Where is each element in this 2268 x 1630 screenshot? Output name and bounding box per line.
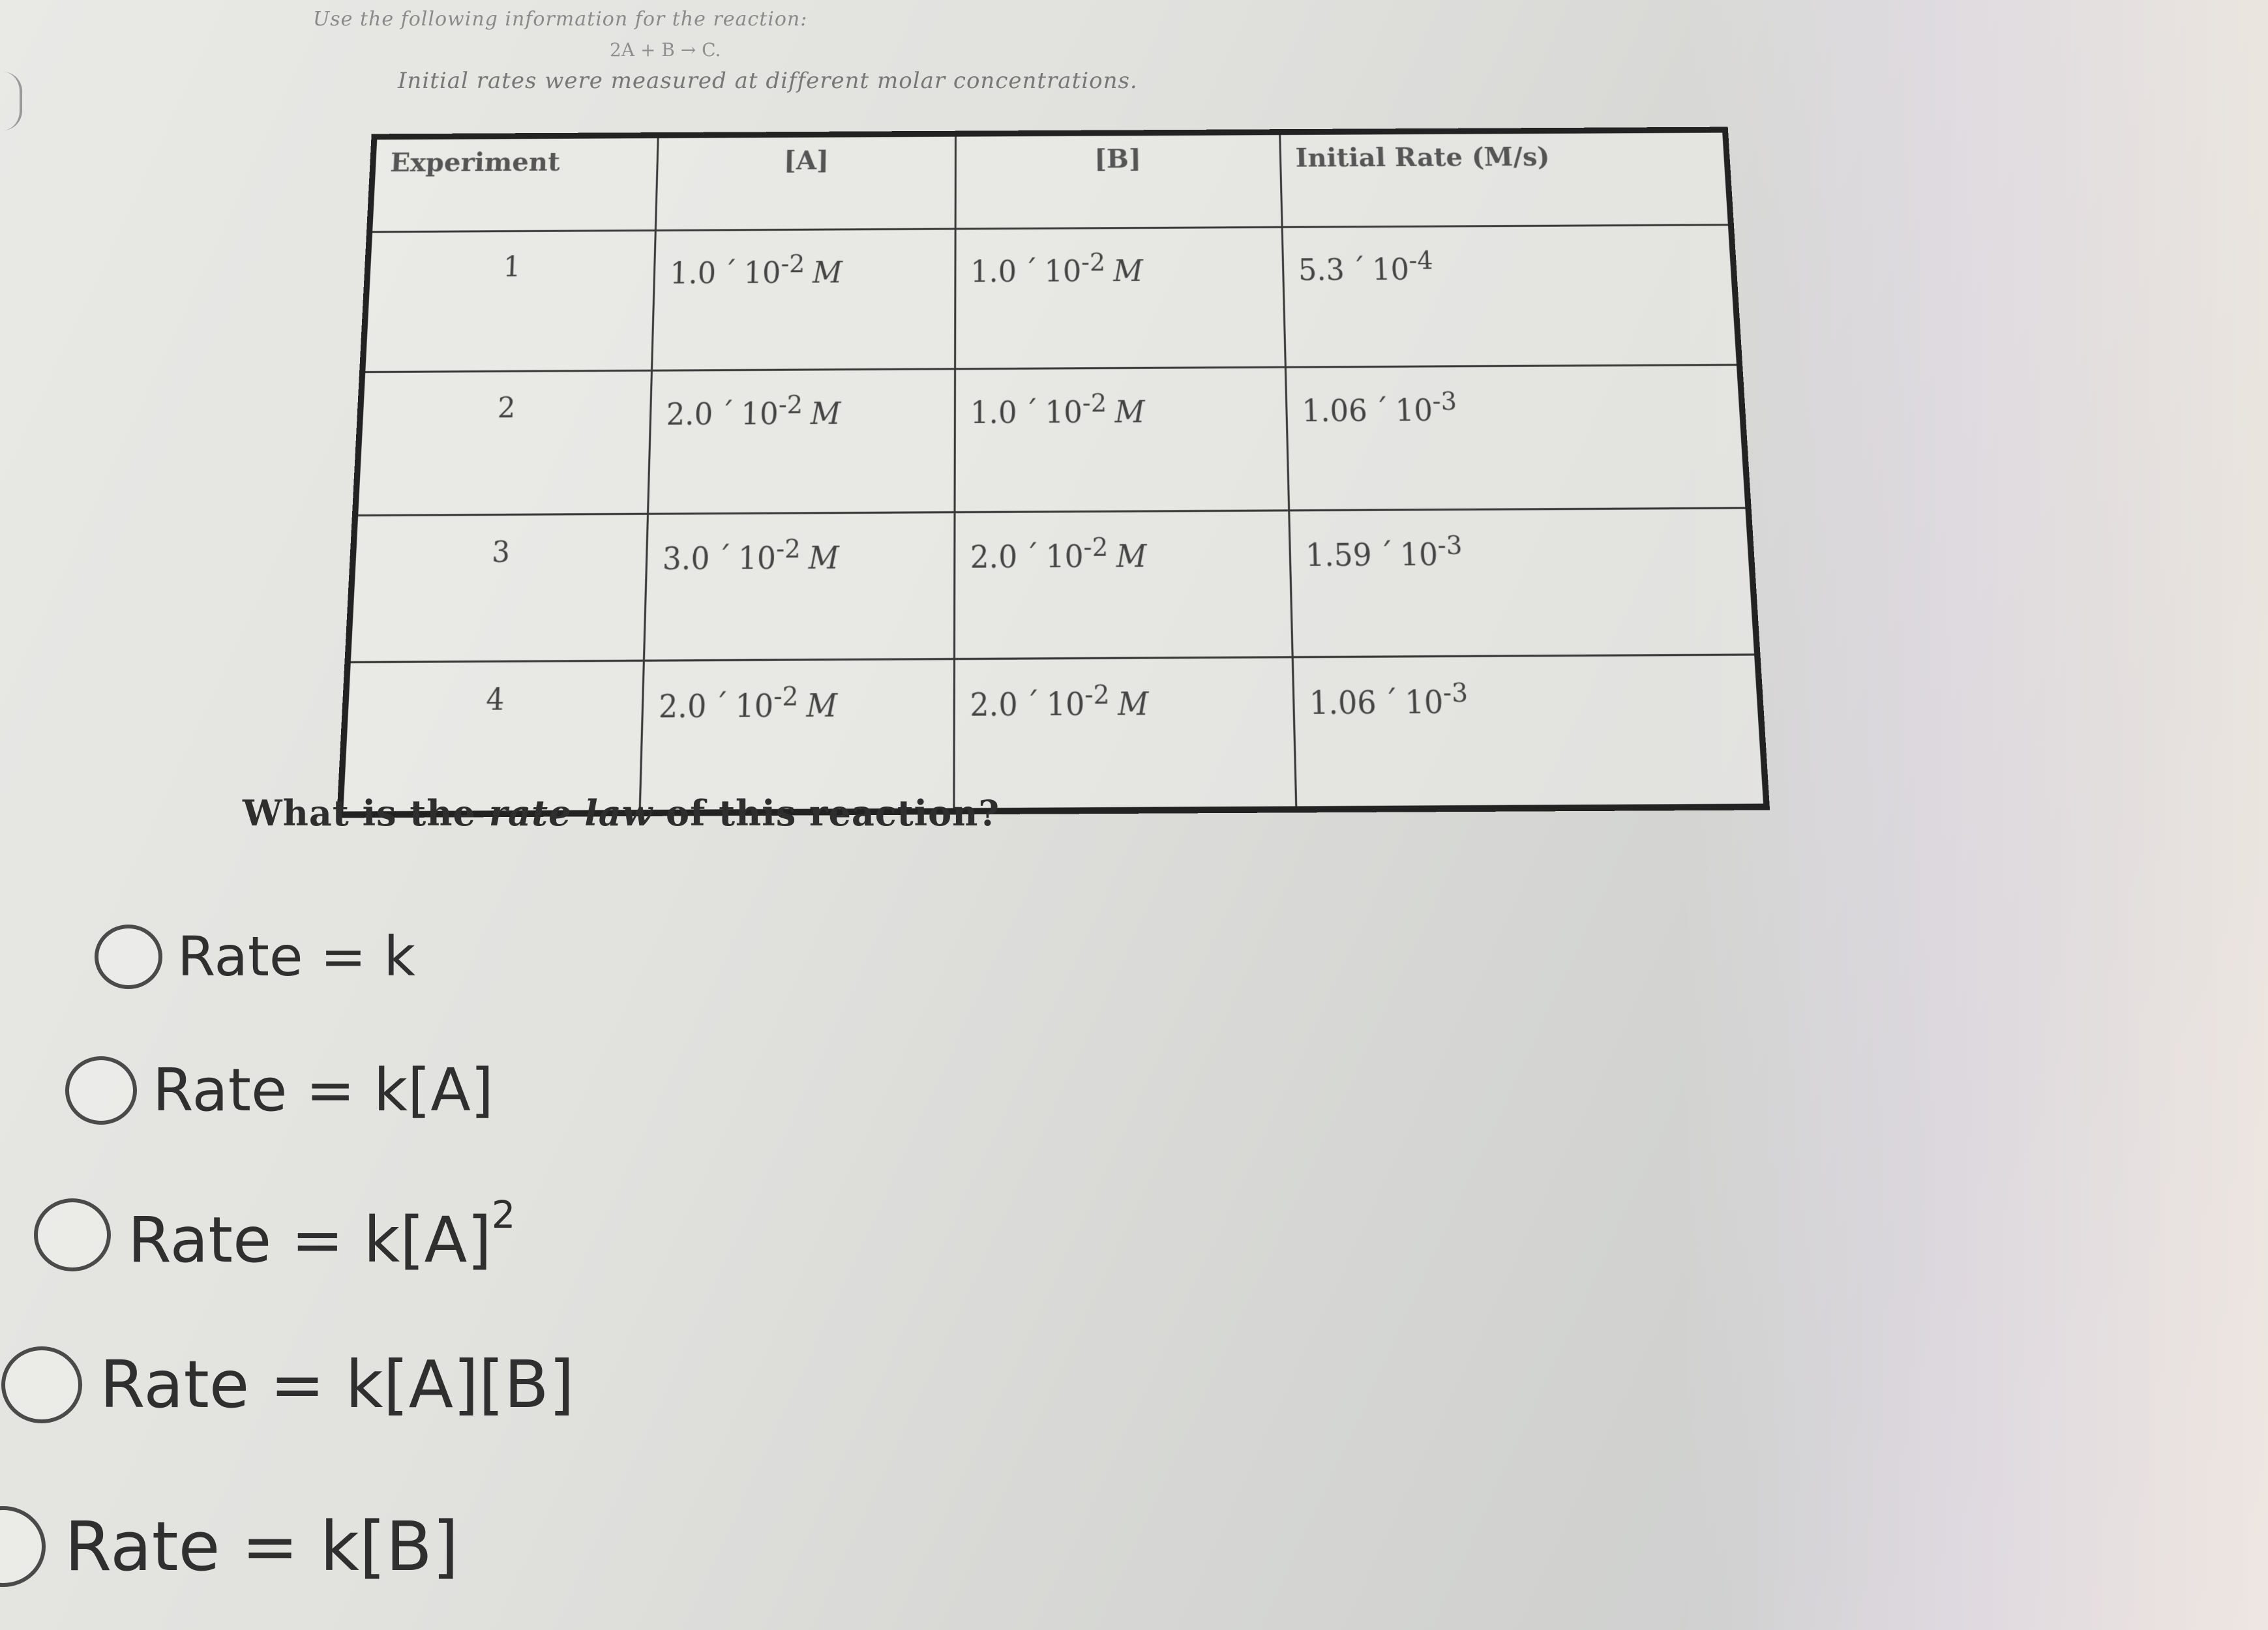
initial-rate-cell (1289, 508, 1757, 657)
exponent: -4 (1408, 245, 1434, 275)
power-base: 10 (1045, 395, 1083, 430)
times-sign: ´ (719, 397, 735, 432)
concentration-a-cell-value (665, 389, 841, 432)
power-base: 10 (1399, 537, 1439, 573)
table-row (348, 508, 1757, 662)
times-sign: ´ (1350, 253, 1366, 288)
initial-rate-cell-value (1298, 245, 1434, 288)
radio-button[interactable] (65, 1056, 137, 1125)
unit: M (1114, 394, 1145, 430)
answer-option[interactable] (65, 1056, 494, 1125)
times-sign: ´ (716, 541, 732, 577)
answer-option[interactable] (1, 1346, 574, 1423)
answer-option[interactable] (0, 1506, 458, 1587)
radio-button[interactable] (95, 925, 162, 989)
exponent: -2 (778, 389, 803, 420)
times-sign: ´ (722, 256, 738, 291)
header-initial-rate: Initial Rate (M/s) (1279, 130, 1731, 227)
radio-button[interactable] (0, 1506, 46, 1587)
table-row (355, 364, 1748, 515)
unit: M (1112, 254, 1144, 288)
concentration-a-cell (648, 369, 955, 514)
power-base: 10 (1046, 686, 1085, 723)
radio-button[interactable] (1, 1346, 82, 1423)
exponent: -2 (1082, 388, 1107, 418)
answer-option-label: Rate = k[A][B] (100, 1346, 574, 1423)
initial-rate-cell (1282, 225, 1740, 367)
times-sign: ´ (1024, 539, 1039, 575)
question-before: What is the (243, 792, 489, 834)
question-after: of this reaction? (653, 792, 1000, 834)
initial-rate-cell (1285, 364, 1748, 510)
concentration-a-cell (640, 659, 954, 813)
concentration-b-cell (955, 367, 1289, 512)
experiment-number: 1 (363, 230, 656, 372)
answer-option-label: Rate = k (177, 925, 416, 989)
concentration-b-cell (954, 511, 1292, 659)
mantissa: 2.0 (658, 689, 707, 725)
unit: M (806, 688, 838, 724)
table-row (363, 225, 1740, 372)
mantissa: 2.0 (970, 539, 1018, 576)
power-base: 10 (1044, 254, 1082, 289)
power-base: 10 (734, 688, 774, 725)
initial-rate-cell (1292, 655, 1767, 809)
power-base: 10 (1371, 252, 1410, 287)
power-base: 10 (1394, 393, 1434, 428)
table-row (340, 655, 1767, 815)
exponent: -2 (775, 533, 801, 564)
times-sign: ´ (1378, 537, 1394, 573)
mantissa: 1.06 (1309, 685, 1377, 722)
experiment-number: 2 (355, 370, 652, 515)
mantissa: 3.0 (662, 541, 710, 577)
exponent: -3 (1431, 386, 1457, 416)
header-concentration-a: [A] (655, 134, 955, 230)
concentration-b-cell-value (970, 247, 1144, 289)
experiment-number: 3 (348, 514, 648, 662)
question-emphasis: rate law (488, 792, 653, 834)
exponent: -2 (1084, 679, 1110, 711)
question-text (243, 792, 1000, 834)
concentration-a-cell-value (669, 248, 843, 291)
mantissa: 1.06 (1301, 393, 1368, 429)
concentration-a-cell (644, 512, 954, 661)
times-sign: ´ (1024, 687, 1040, 723)
power-base: 10 (743, 256, 781, 290)
table-header-row (370, 130, 1731, 232)
intro-note: Initial rates were measured at different molar concentrations. (398, 68, 1138, 94)
power-base: 10 (740, 396, 779, 432)
answer-option-label: Rate = k[B] (65, 1506, 459, 1586)
initial-rate-cell-value (1301, 386, 1457, 429)
concentration-b-cell (955, 227, 1285, 368)
exponent: -2 (781, 248, 805, 278)
reaction-equation: 2A + B → C. (610, 39, 721, 61)
concentration-a-cell-value (662, 533, 839, 577)
mantissa: 1.59 (1305, 537, 1373, 574)
header-concentration-b: [B] (955, 132, 1282, 229)
mantissa: 2.0 (970, 687, 1018, 724)
unit: M (1116, 539, 1147, 574)
exponent: -3 (1437, 529, 1463, 561)
mantissa: 1.0 (970, 395, 1017, 431)
power-base: 10 (1045, 539, 1084, 575)
mantissa: 5.3 (1298, 253, 1345, 288)
power-base: 10 (738, 541, 777, 576)
answer-option-label: Rate = $k[A]^2$ (128, 1193, 516, 1277)
edge-mark (0, 72, 22, 130)
screen-glare (1681, 0, 2268, 1630)
radio-button[interactable] (34, 1198, 111, 1271)
power-base: 10 (1404, 685, 1444, 721)
experiment-number: 4 (340, 660, 644, 814)
table-body (340, 225, 1767, 815)
mantissa: 1.0 (970, 255, 1017, 289)
mantissa: 1.0 (669, 256, 717, 291)
header-experiment: Experiment (370, 136, 659, 232)
unit: M (808, 541, 839, 576)
concentration-b-cell (953, 657, 1296, 811)
concentration-a-cell (651, 229, 955, 370)
exponent: -2 (773, 680, 799, 712)
unit: M (810, 396, 841, 432)
times-sign: ´ (1382, 685, 1399, 721)
unit: M (1117, 686, 1149, 723)
answer-option[interactable] (34, 1193, 515, 1277)
concentration-b-cell-value (970, 531, 1147, 576)
mantissa: 2.0 (665, 397, 713, 432)
answer-option[interactable] (95, 925, 415, 989)
exponent: 2 (491, 1193, 516, 1237)
exponent: -2 (1083, 531, 1109, 563)
times-sign: ´ (1023, 254, 1038, 289)
concentration-a-cell-value (658, 680, 838, 725)
initial-rate-cell-value (1305, 529, 1463, 574)
exponent: -3 (1442, 677, 1469, 709)
concentration-b-cell-value (970, 388, 1145, 431)
initial-rate-cell-value (1309, 677, 1469, 722)
exponent: -2 (1081, 247, 1106, 277)
answer-option-label: Rate = k[A] (153, 1056, 494, 1125)
unit: M (812, 256, 843, 290)
concentration-b-cell-value (970, 679, 1149, 724)
rate-data-table (336, 127, 1770, 818)
times-sign: ´ (1373, 393, 1390, 428)
intro-text: Use the following information for the reaction: (313, 8, 808, 31)
times-sign: ´ (713, 688, 729, 725)
times-sign: ´ (1023, 395, 1039, 430)
